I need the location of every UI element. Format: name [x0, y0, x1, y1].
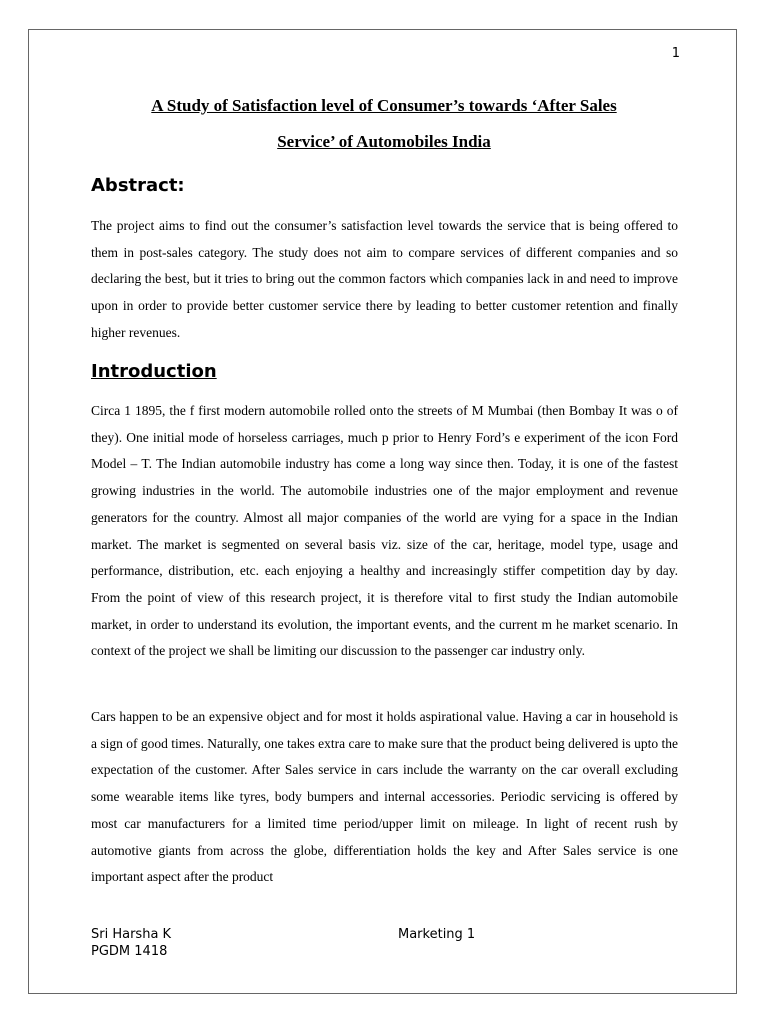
document-title-line-2: Service’ of Automobiles India	[277, 132, 491, 151]
page-number: 1	[671, 46, 680, 61]
introduction-paragraph-1: Circa 1 1895, the f first modern automobile rolled onto the streets of M Mumbai (then Bombay It was o of they). One initial mode of horseless carriages, much p prior to Henry Ford’s e experiment of the icon Ford Model – T. The Indian automobile industry has come a long way since then. Today, it is one of the fastest growing industries in the world. The automobile industries one of the major employment and revenue generators for the country. Almost all major companies of the world are vying for a space in the Indian market. The market is segmented on several basis viz. size of the car, heritage, model type, usage and performance, distribution, etc. each enjoying a healthy and increasingly stiffer competition day by day. From the point of view of this research project, it is therefore vital to first study the Indian automobile market, in order to understand its evolution, the important events, and the current m he market scenario. In context of the project we shall be limiting our discussion to the passenger car industry only.	[91, 403, 678, 659]
document-title-line-1: A Study of Satisfaction level of Consumer’s towards ‘After Sales	[151, 96, 617, 115]
footer-subject: Marketing 1	[398, 927, 476, 942]
abstract-heading: Abstract:	[91, 175, 185, 196]
footer-id: PGDM 1418	[91, 944, 168, 959]
introduction-heading: Introduction	[91, 361, 217, 382]
footer-author: Sri Harsha K	[91, 927, 172, 942]
introduction-paragraph-2: Cars happen to be an expensive object and for most it holds aspirational value. Having a car in household is a sign of good times. Naturally, one takes extra care to make sure that the product being delivered is upto the expectation of the customer. After Sales service in cars include the warranty on the car overall excluding some wearable items like tyres, body bumpers and internal accessories. Periodic servicing is offered by most car manufacturers for a limited time period/upper limit on mileage. In light of recent rush by automotive giants from across the globe, differentiation holds the key and After Sales service is one important aspect after the product	[91, 709, 678, 885]
footer-author-block	[91, 926, 171, 960]
abstract-paragraph: The project aims to find out the consumer’s satisfaction level towards the service that is being offered to them in post-sales category. The study does not aim to compare services of different companies and so declaring the best, but it tries to bring out the common factors which companies lack in and need to improve upon in order to provide better customer service there by leading to better customer retention and finally higher revenues.	[91, 218, 678, 340]
